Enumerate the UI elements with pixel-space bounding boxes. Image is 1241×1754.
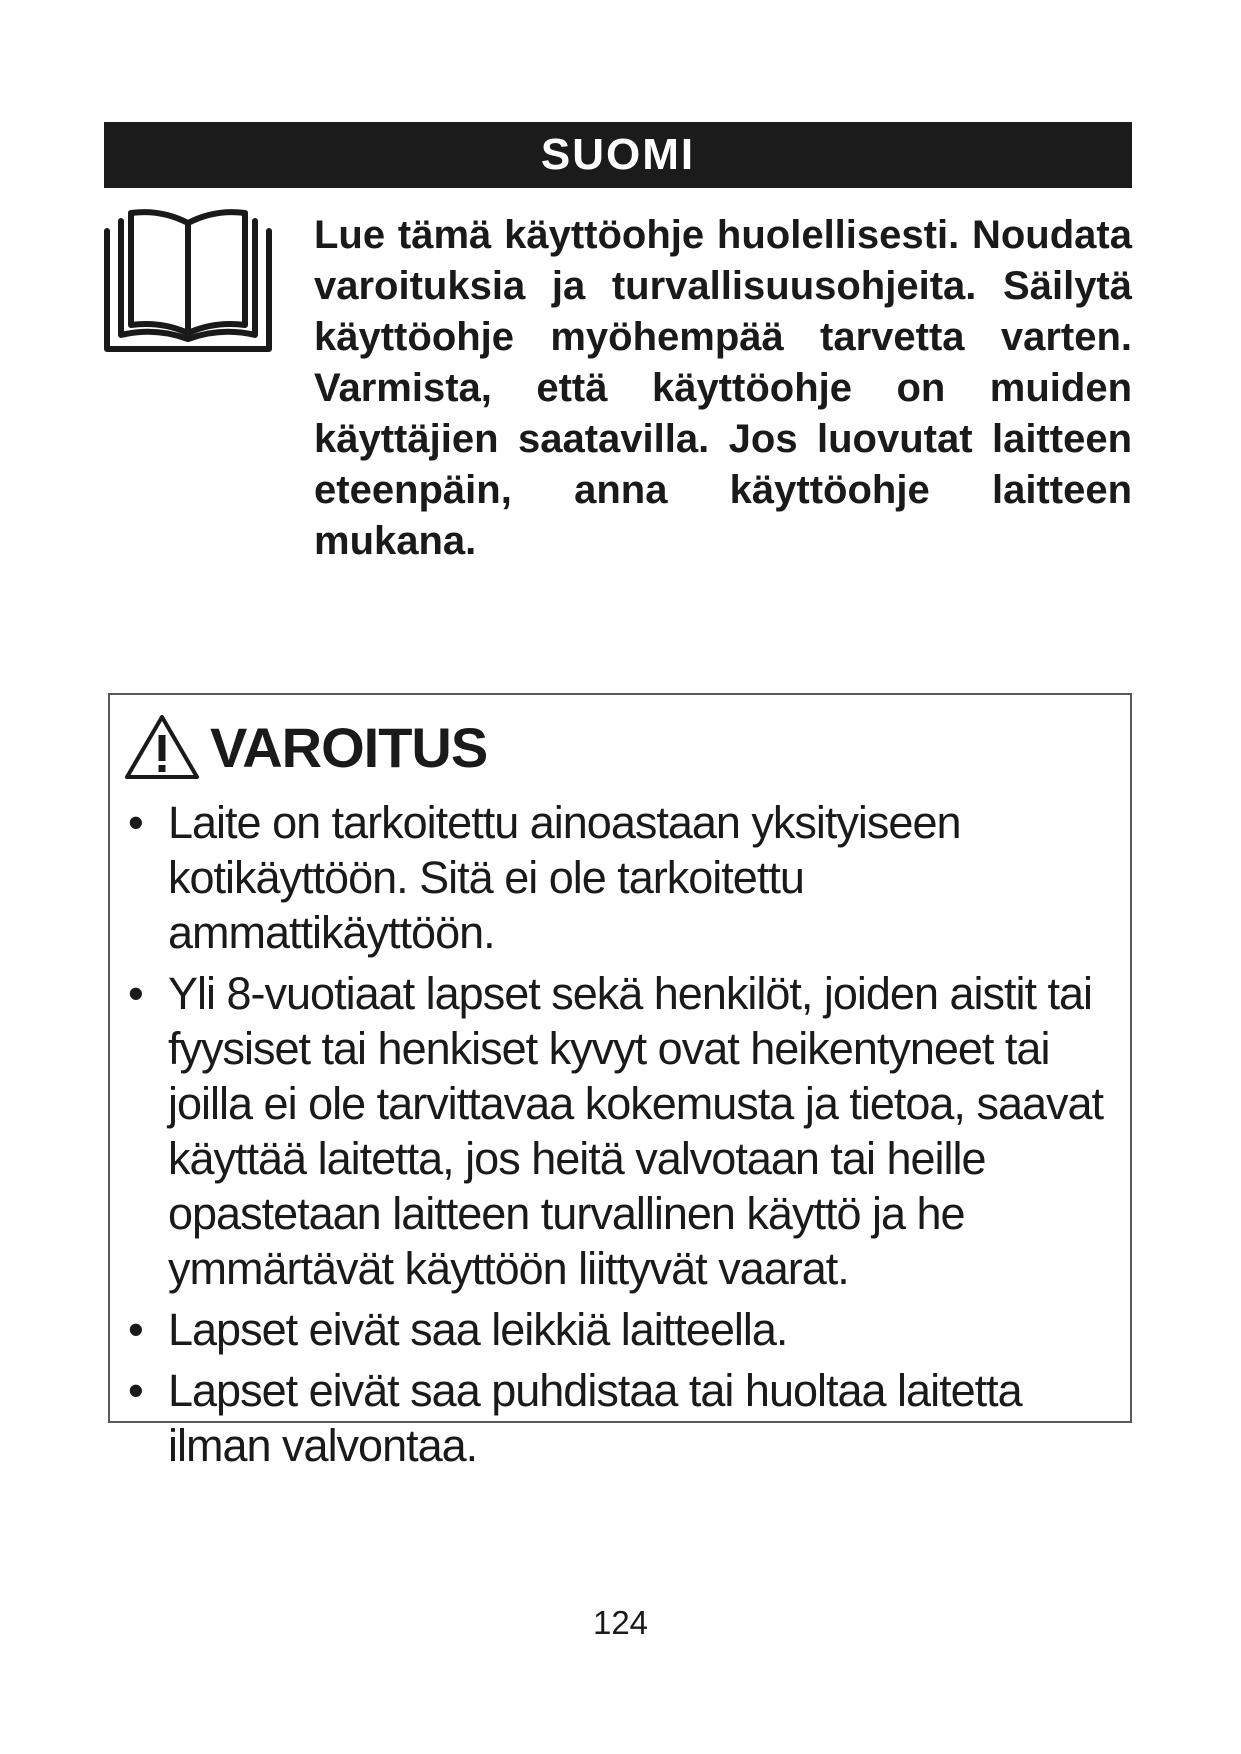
warning-heading bbox=[124, 713, 487, 781]
bullet: • bbox=[128, 797, 143, 848]
open-book-icon bbox=[103, 209, 273, 355]
warning-item-text: Lapset eivät saa puhdistaa tai huoltaa laitetta ilman valvontaa. bbox=[168, 1365, 1022, 1471]
warning-list bbox=[126, 795, 1126, 1479]
language-title: SUOMI bbox=[540, 130, 696, 179]
bullet: • bbox=[128, 1304, 143, 1355]
warning-item bbox=[126, 1302, 1126, 1357]
warning-item-text: Laite on tarkoitettu ainoastaan yksityiseen kotikäyttöön. Sitä ei ole tarkoitettu ammattikäyttöön. bbox=[168, 797, 961, 958]
warning-item bbox=[126, 795, 1126, 960]
bullet: • bbox=[128, 1365, 143, 1416]
page-number: 124 bbox=[592, 1604, 649, 1641]
intro-paragraph: Lue tämä käyttöohje huolellisesti. Noudata varoituksia ja turvallisuusohjeita. Säilytä käyttöohje myöhempää tarvetta varten. Varmista, että käyttöohje on muiden käyttäjien saatavilla. Jos luovutat laitteen eteenpäin, anna käyttöohje laitteen mukana. bbox=[314, 213, 1132, 563]
warning-box bbox=[108, 693, 1132, 1471]
warning-item-text: Lapset eivät saa leikkiä laitteella. bbox=[168, 1304, 788, 1355]
warning-title: VAROITUS bbox=[210, 715, 488, 779]
warning-triangle-icon bbox=[124, 713, 200, 781]
language-header bbox=[104, 122, 1132, 188]
bullet: • bbox=[128, 968, 143, 1019]
warning-item bbox=[126, 1363, 1126, 1473]
warning-item-text: Yli 8-vuotiaat lapset sekä henkilöt, joiden aistit tai fyysiset tai henkiset kyvyt ovat heikentyneet tai joilla ei ole tarvittavaa kokemusta ja tietoa, saavat käyttää laitetta, jos heitä valvotaan tai heille opastetaan laitteen turvallinen käyttö ja he ymmärtävät käyttöön liittyvät vaarat. bbox=[168, 968, 1104, 1294]
warning-item bbox=[126, 966, 1126, 1296]
